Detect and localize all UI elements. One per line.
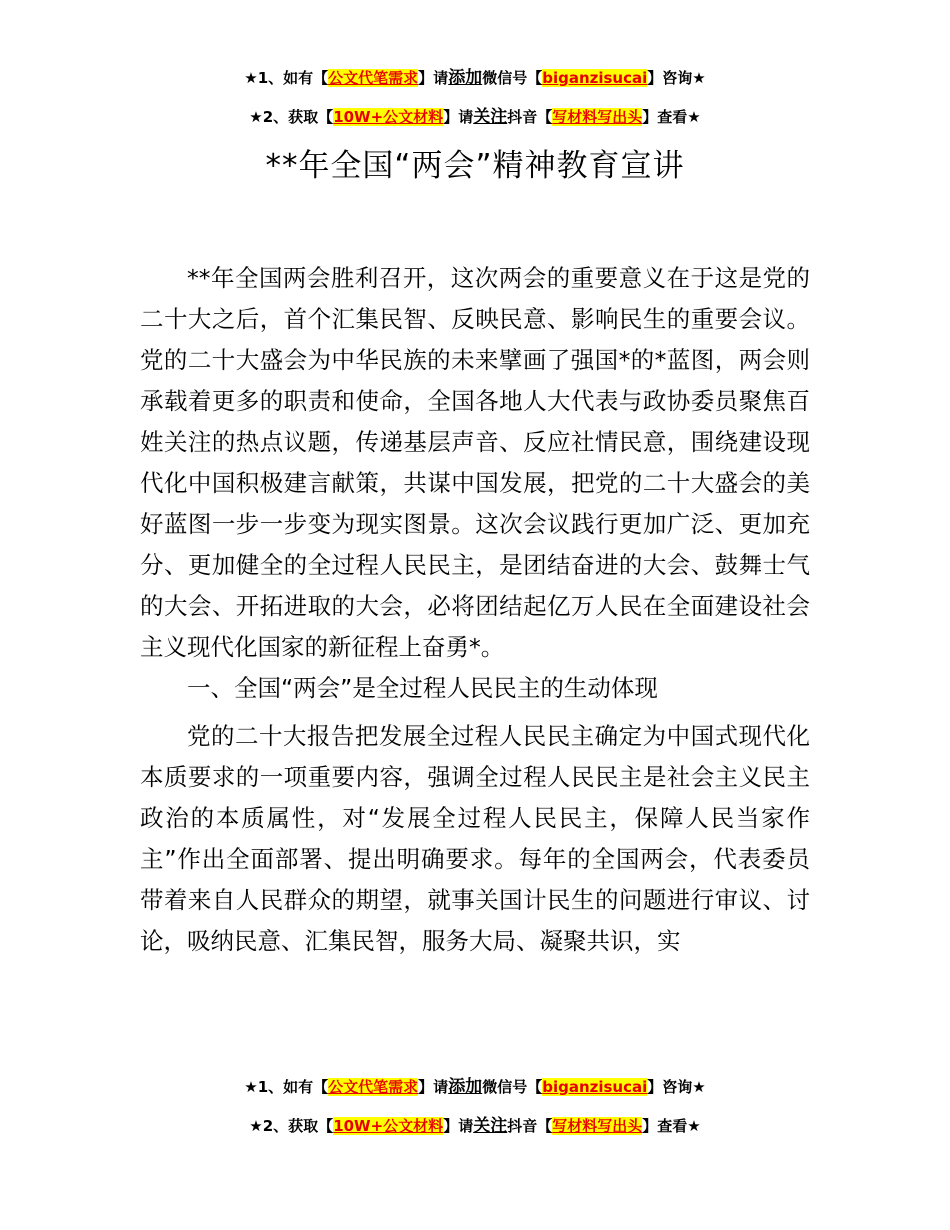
wechat-id-highlight: biganzisucai: [542, 69, 648, 87]
promo-highlight: 10W+公文材料: [333, 108, 444, 126]
document-body: [140, 258, 810, 962]
document-title: **年全国“两会”精神教育宣讲: [265, 148, 685, 184]
promo-text: ★1、如有【: [244, 69, 329, 87]
promo-emphasis: 关注: [473, 107, 508, 127]
body-paragraph-section-1: 党的二十大报告把发展全过程人民民主确定为中国式现代化本质要求的一项重要内容，强调全过程人民民主是社会主义民主政治的本质属性，对“发展全过程人民民主，保障人民当家作主”作出全面部署、提出明确要求。每年的全国两会，代表委员带着来自人民群众的期望，就事关国计民生的问题进行审议、讨论，吸纳民意、汇集民智，服务大局、凝聚共识，实: [140, 722, 810, 955]
promo-text: 】查看★: [642, 1117, 701, 1135]
promo-text: 】请: [443, 1117, 474, 1135]
promo-text: 微信号【: [482, 69, 543, 87]
douyin-id-highlight: 写材料写出头: [552, 108, 643, 126]
promo-text: 抖音【: [507, 108, 553, 126]
promo-emphasis: 关注: [473, 1116, 508, 1136]
promo-highlight: 公文代笔需求: [328, 1078, 419, 1096]
footer-promo-line-2: [0, 1116, 950, 1136]
douyin-id-highlight: 写材料写出头: [552, 1117, 643, 1135]
promo-text: ★2、获取【: [249, 1117, 334, 1135]
wechat-id-highlight: biganzisucai: [542, 1078, 648, 1096]
promo-text: 抖音【: [507, 1117, 553, 1135]
promo-text: ★1、如有【: [244, 1078, 329, 1096]
promo-text: 】咨询★: [647, 69, 706, 87]
promo-text: 微信号【: [482, 1078, 543, 1096]
promo-text: 】请: [418, 1078, 449, 1096]
promo-highlight: 公文代笔需求: [328, 69, 419, 87]
promo-emphasis: 添加: [448, 68, 483, 88]
promo-text: 】请: [443, 108, 474, 126]
section-heading-1: 一、全国“两会”是全过程人民民主的生动体现: [187, 674, 658, 702]
promo-text: ★2、获取【: [249, 108, 334, 126]
header-promo-line-1: [0, 68, 950, 88]
promo-highlight: 10W+公文材料: [333, 1117, 444, 1135]
promo-text: 】请: [418, 69, 449, 87]
footer-promo-line-1: [0, 1077, 950, 1097]
promo-emphasis: 添加: [448, 1077, 483, 1097]
promo-text: 】咨询★: [647, 1078, 706, 1096]
header-promo-line-2: [0, 107, 950, 127]
promo-text: 】查看★: [642, 108, 701, 126]
body-paragraph-intro: **年全国两会胜利召开，这次两会的重要意义在于这是党的二十大之后，首个汇集民智、反映民意、影响民生的重要会议。党的二十大盛会为中华民族的未来擘画了强国*的*蓝图，两会则承载着更多的职责和使命，全国各地人大代表与政协委员聚焦百姓关注的热点议题，传递基层声音、反应社情民意，围绕建设现代化中国积极建言献策，共谋中国发展，把党的二十大盛会的美好蓝图一步一步变为现实图景。这次会议践行更加广泛、更加充分、更加健全的全过程人民民主，是团结奋进的大会、鼓舞士气的大会、开拓进取的大会，必将团结起亿万人民在全面建设社会主义现代化国家的新征程上奋勇*。: [140, 264, 810, 661]
